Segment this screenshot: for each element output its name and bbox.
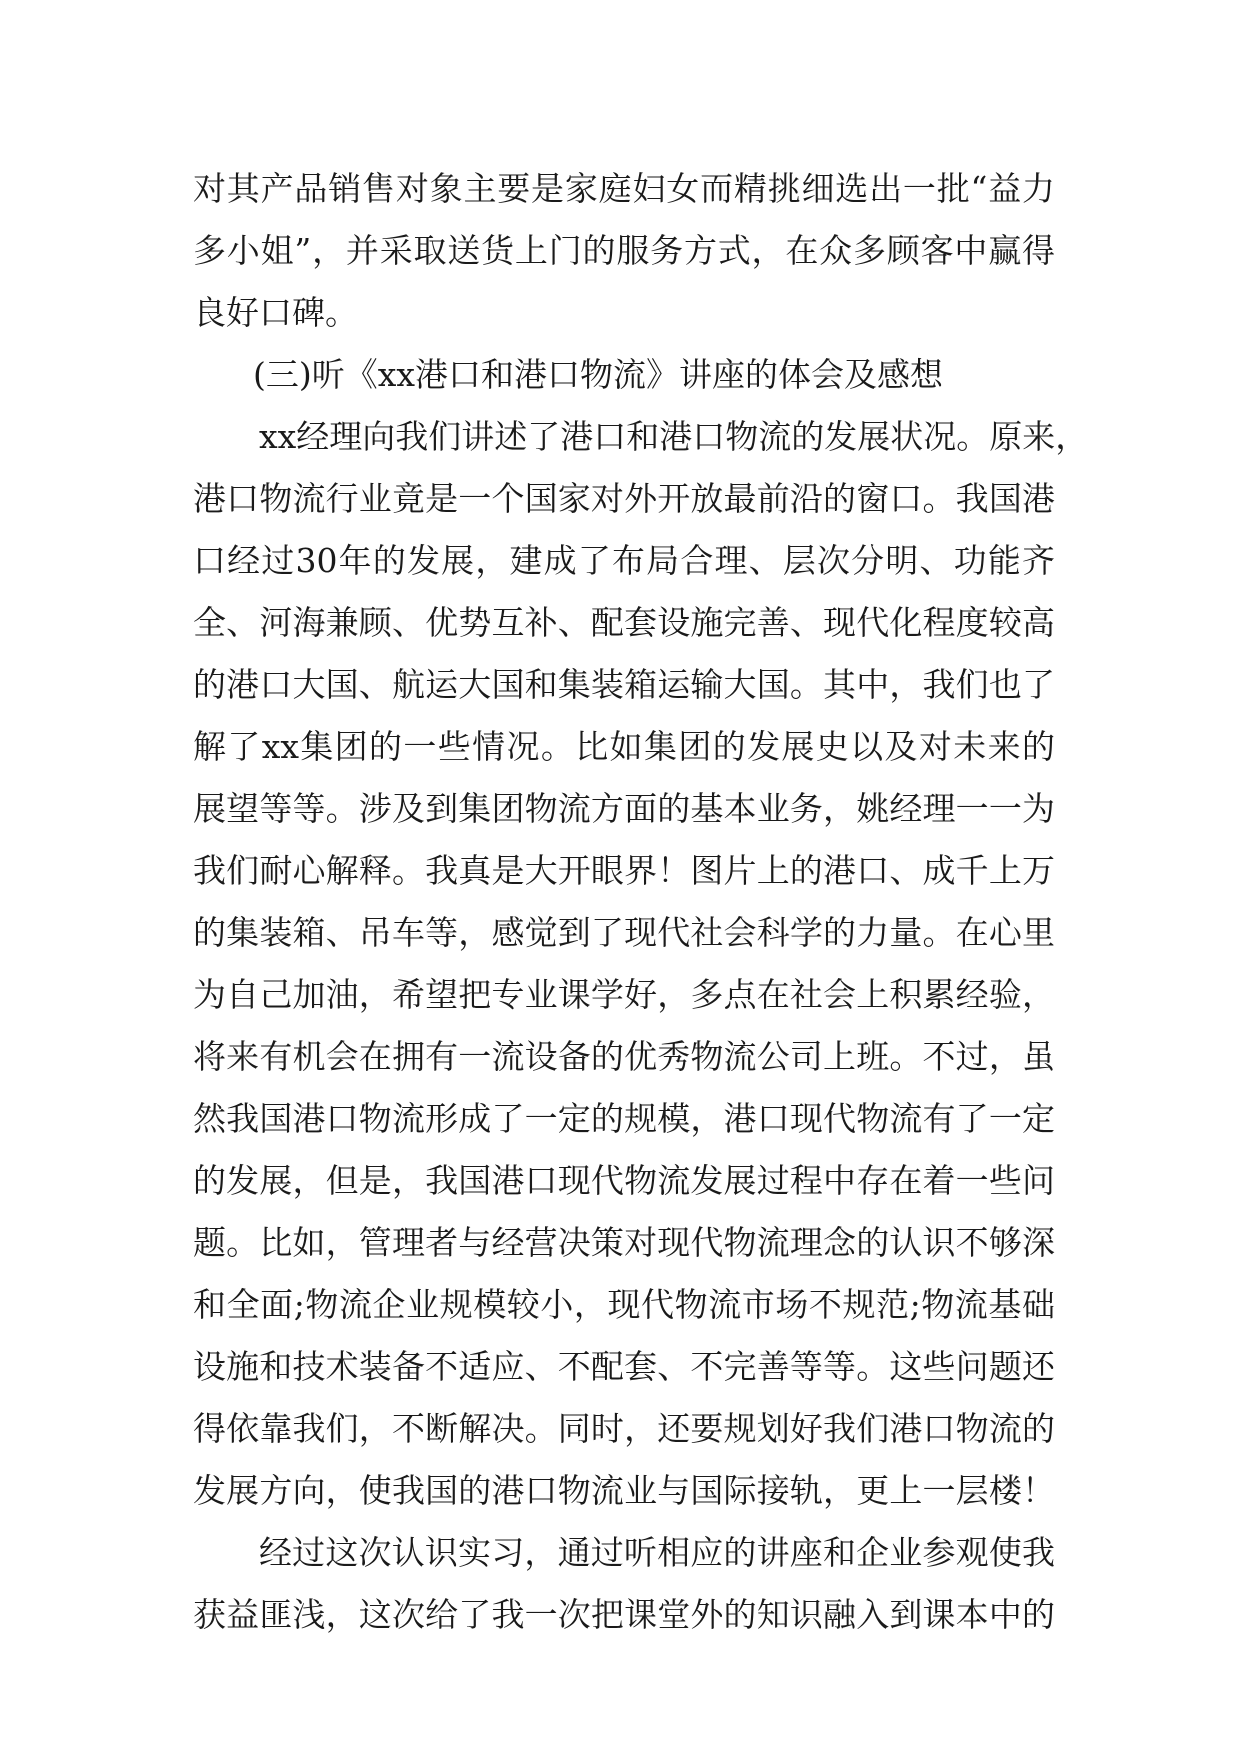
text-line: 的港口大国、航运大国和集装箱运输大国。其中，我们也了 [193,665,1055,704]
text-line: xx经理向我们讲述了港口和港口物流的发展状况。原来， [259,417,1089,456]
text-line: 展望等等。涉及到集团物流方面的基本业务，姚经理一一为 [193,789,1055,828]
text-line: 我们耐心解释。我真是大开眼界！图片上的港口、成千上万 [193,851,1055,890]
text-line: 港口物流行业竟是一个国家对外开放最前沿的窗口。我国港 [193,479,1055,518]
text-line: 然我国港口物流形成了一定的规模，港口现代物流有了一定 [193,1099,1055,1138]
document-body [193,158,1089,1646]
text-line: 和全面;物流企业规模较小，现代物流市场不规范;物流基础 [193,1285,1055,1324]
text-line: 获益匪浅，这次给了我一次把课堂外的知识融入到课本中的 [193,1595,1055,1634]
text-line: 发展方向，使我国的港口物流业与国际接轨，更上一层楼！ [193,1471,1055,1510]
paragraph-internship-summary [193,1522,1055,1646]
text-line: 的发展，但是，我国港口现代物流发展过程中存在着一些问 [193,1161,1055,1200]
text-line: 的集装箱、吊车等，感觉到了现代社会科学的力量。在心里 [193,913,1055,952]
text-line: 经过这次认识实习，通过听相应的讲座和企业参观使我 [259,1533,1055,1572]
text-line: 将来有机会在拥有一流设备的优秀物流公司上班。不过，虽 [193,1037,1055,1076]
text-line: 口经过30年的发展，建成了布局合理、层次分明、功能齐 [193,541,1055,580]
text-line: 题。比如，管理者与经营决策对现代物流理念的认识不够深 [193,1223,1055,1262]
text-line: 多小姐”，并采取送货上门的服务方式，在众多顾客中赢得 [193,231,1055,270]
text-line: 良好口碑。 [193,293,358,332]
paragraph-port-logistics [193,406,1089,1522]
text-line: 全、河海兼顾、优势互补、配套设施完善、现代化程度较高 [193,603,1055,642]
text-line: 对其产品销售对象主要是家庭妇女而精挑细选出一批“益力 [193,169,1055,208]
text-line: 得依靠我们，不断解决。同时，还要规划好我们港口物流的 [193,1409,1055,1448]
paragraph-product-sales [193,158,1055,344]
text-line: 为自己加油，希望把专业课学好，多点在社会上积累经验， [193,975,1055,1014]
section-heading: (三)听《xx港口和港口物流》讲座的体会及感想 [253,355,943,394]
text-line: 设施和技术装备不适应、不配套、不完善等等。这些问题还 [193,1347,1055,1386]
text-line: 解了xx集团的一些情况。比如集团的发展史以及对未来的 [193,727,1055,766]
